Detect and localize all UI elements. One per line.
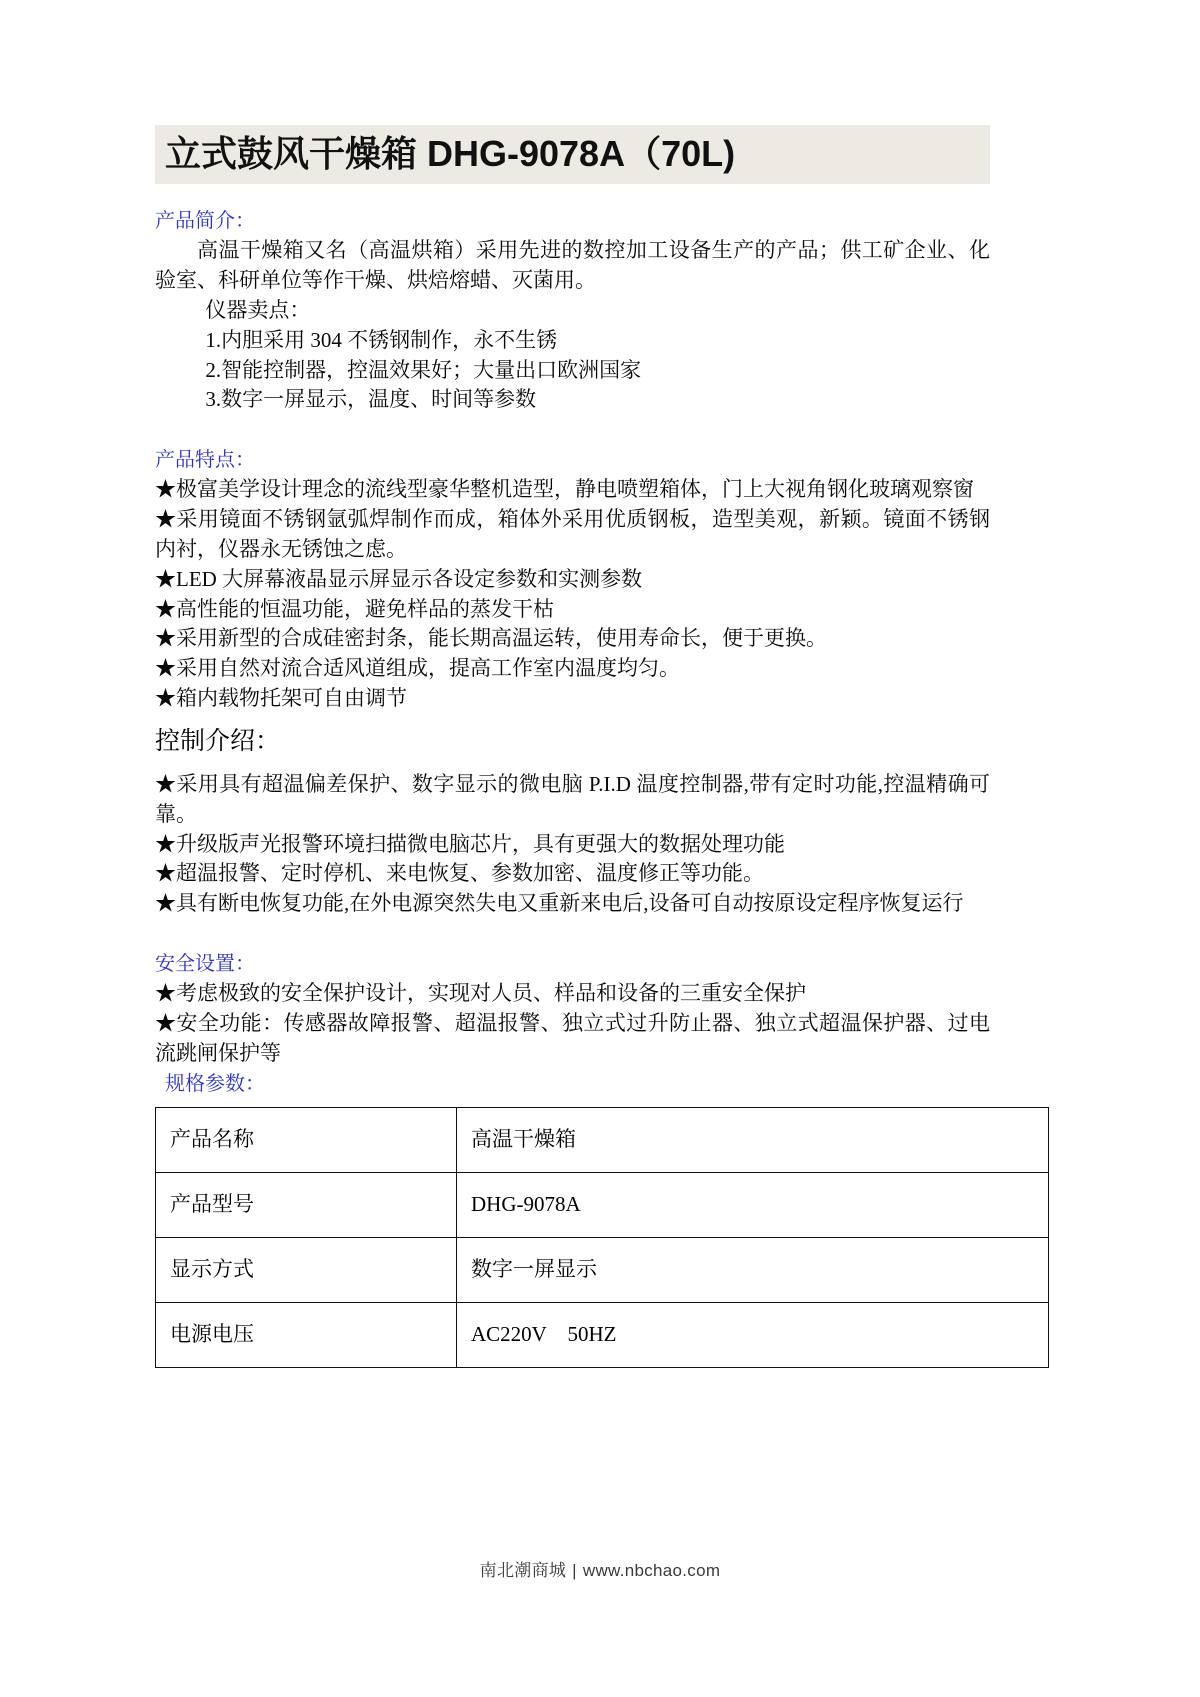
- spacer: [155, 184, 990, 206]
- feature-item: ★箱内载物托架可自由调节: [155, 685, 407, 710]
- safety-item: ★安全功能：传感器故障报警、超温报警、独立式过升防止器、独立式超温保护器、过电流跳闸保护等: [155, 1010, 990, 1065]
- specifications-table: [155, 1107, 1049, 1368]
- feature-item: ★采用新型的合成硅密封条，能长期高温运转，使用寿命长，便于更换。: [155, 626, 827, 651]
- page-footer: [0, 1556, 1200, 1581]
- control-item: ★采用具有超温偏差保护、数字显示的微电脑 P.I.D 温度控制器,带有定时功能,控温精确可靠。: [155, 772, 990, 826]
- feature-item: ★极富美学设计理念的流线型豪华整机造型，静电喷塑箱体，门上大视角钢化玻璃观察窗: [155, 477, 974, 502]
- section-heading-control: 控制介绍：: [155, 727, 281, 755]
- spacer: [155, 415, 990, 445]
- feature-item: ★高性能的恒温功能，避免样品的蒸发干枯: [155, 596, 554, 621]
- page-title: 立式鼓风干燥箱 DHG-9078A（70L): [165, 133, 736, 174]
- intro-paragraph: 高温干燥箱又名（高温烘箱）采用先进的数控加工设备生产的产品；供工矿企业、化验室、科研单位等作干燥、烘焙熔蜡、灭菌用。: [155, 238, 990, 293]
- spacer: [155, 714, 990, 724]
- document-content: [155, 0, 990, 1368]
- feature-item: ★采用自然对流合适风道组成，提高工作室内温度均匀。: [155, 656, 680, 681]
- spec-label: 产品名称: [156, 1107, 457, 1172]
- feature-item: ★采用镜面不锈钢氩弧焊制作而成，箱体外采用优质钢板，造型美观，新颖。镜面不锈钢内衬，仪器永无锈蚀之虑。: [155, 507, 990, 561]
- footer-url: www.nbchao.com: [582, 1561, 721, 1580]
- table-row: [156, 1107, 1049, 1172]
- sellpoints-label: 仪器卖点：: [205, 298, 311, 323]
- table-row: [156, 1237, 1049, 1302]
- spec-label: 显示方式: [156, 1237, 457, 1302]
- footer-separator: |: [572, 1561, 577, 1580]
- spacer: [155, 760, 990, 770]
- section-heading-specs: 规格参数：: [165, 1072, 265, 1095]
- control-item: ★升级版声光报警环境扫描微电脑芯片，具有更强大的数据处理功能: [155, 831, 785, 856]
- sellpoint-item: 1.内胆采用 304 不锈钢制作，永不生锈: [205, 327, 558, 352]
- section-heading-safety: 安全设置：: [155, 953, 255, 976]
- safety-item: ★考虑极致的安全保护设计，实现对人员、样品和设备的三重安全保护: [155, 981, 806, 1006]
- spec-value: 高温干燥箱: [457, 1107, 1049, 1172]
- footer-site-name: 南北潮商城: [479, 1561, 567, 1580]
- section-heading-features: 产品特点：: [155, 449, 255, 472]
- control-item: ★超温报警、定时停机、来电恢复、参数加密、温度修正等功能。: [155, 861, 764, 886]
- feature-item: ★LED 大屏幕液晶显示屏显示各设定参数和实测参数: [155, 566, 643, 591]
- sellpoint-item: 2.智能控制器，控温效果好；大量出口欧洲国家: [205, 357, 642, 382]
- spec-label: 电源电压: [156, 1302, 457, 1367]
- sellpoint-item: 3.数字一屏显示，温度、时间等参数: [205, 387, 537, 412]
- spec-value: 数字一屏显示: [457, 1237, 1049, 1302]
- table-row: [156, 1172, 1049, 1237]
- spec-value: DHG-9078A: [457, 1172, 1049, 1237]
- spec-value: AC220V 50HZ: [457, 1302, 1049, 1367]
- spacer: [155, 919, 990, 949]
- section-heading-intro: 产品简介：: [155, 210, 255, 233]
- spec-label: 产品型号: [156, 1172, 457, 1237]
- control-item: ★具有断电恢复功能,在外电源突然失电又重新来电后,设备可自动按原设定程序恢复运行: [155, 891, 964, 916]
- table-row: [156, 1302, 1049, 1367]
- document-title-band: [155, 125, 990, 184]
